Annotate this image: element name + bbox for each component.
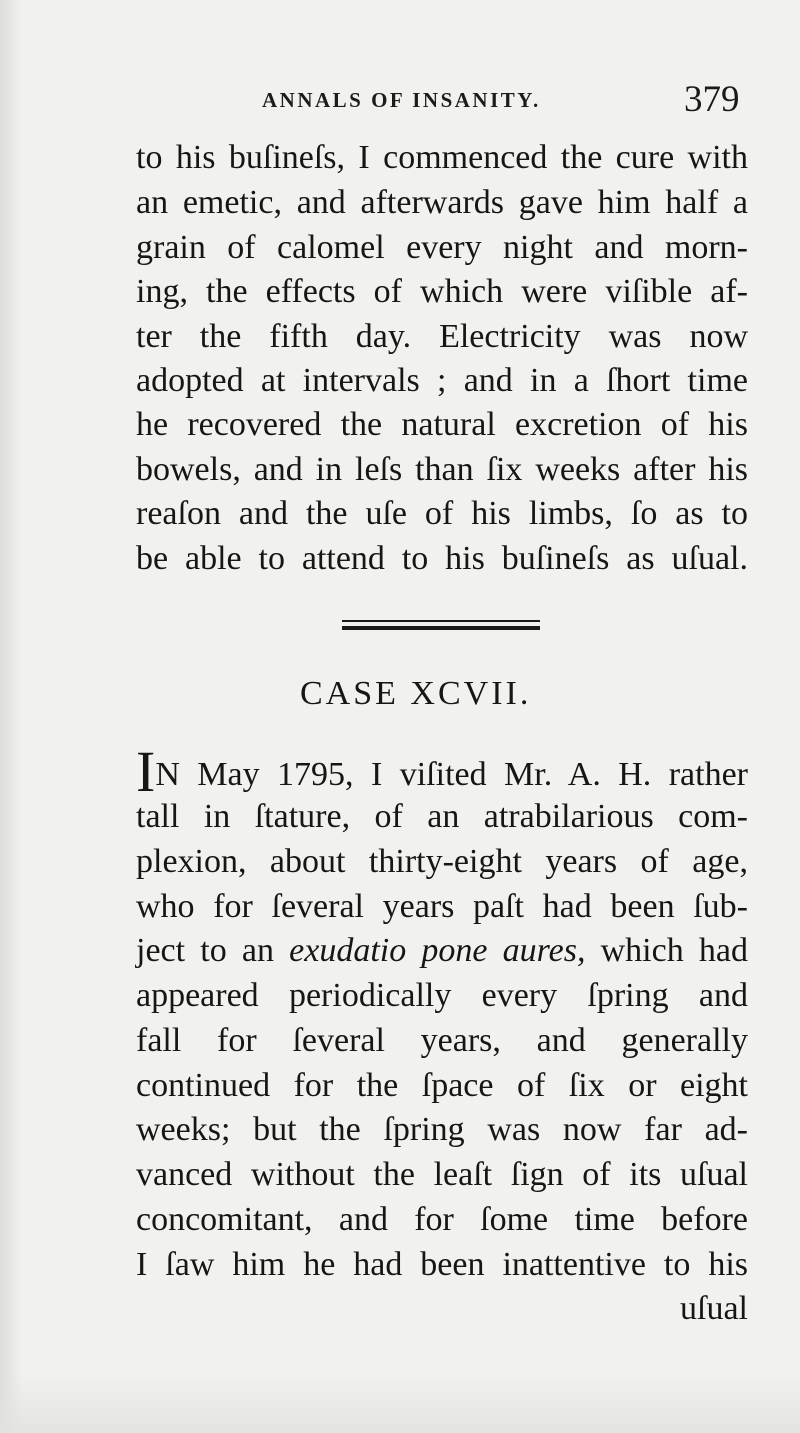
line-segment: ject to an — [136, 932, 290, 969]
text-line: who for ſeveral years paſt had been ſub- — [136, 888, 748, 925]
text-line: reaſon and the uſe of his limbs, ſo as to — [136, 495, 748, 532]
drop-cap: I — [136, 739, 156, 804]
section-divider-thin — [342, 620, 540, 622]
text-line: vanced without the leaſt ſign of its uſual — [136, 1156, 748, 1193]
text-line: appeared periodically every ſpring and — [136, 977, 748, 1014]
page-number: 379 — [684, 79, 740, 120]
text-line: ing, the effects of which were viſible af- — [136, 273, 748, 310]
text-line: ter the fifth day. Electricity was now — [136, 318, 748, 355]
text-line: plexion, about thirty-eight years of age, — [136, 843, 748, 880]
text-line: an emetic, and afterwards gave him half a — [136, 184, 748, 221]
line-segment: which had — [585, 932, 748, 969]
case-heading: CASE XCVII. — [300, 675, 532, 712]
italic-term: exudatio pone aures, — [289, 932, 586, 969]
running-head: ANNALS OF INSANITY. — [262, 88, 541, 112]
section-divider-thick — [342, 626, 540, 630]
first-line-text: N May 1795, I viſited Mr. A. H. rather — [155, 756, 748, 793]
text-line: continued for the ſpace of ſix or eight — [136, 1067, 748, 1104]
text-line: he recovered the natural excretion of his — [136, 406, 748, 443]
page-header — [0, 78, 800, 128]
text-line-with-italic — [136, 929, 748, 973]
text-line: I ſaw him he had been inattentive to his — [136, 1246, 748, 1283]
text-line: grain of calomel every night and morn- — [136, 229, 748, 266]
text-line: weeks; but the ſpring was now far ad- — [136, 1111, 748, 1148]
text-line: bowels, and in leſs than ſix weeks after his — [136, 451, 748, 488]
text-line: be able to attend to his buſineſs as uſual. — [136, 540, 748, 577]
page-gutter-shadow — [0, 0, 22, 1433]
text-line: tall in ſtature, of an atrabilarious com- — [136, 798, 748, 835]
text-line: to his buſineſs, I commenced the cure with — [136, 139, 748, 176]
text-line: concomitant, and for ſome time before — [136, 1201, 748, 1238]
text-line: adopted at intervals ; and in a ſhort time — [136, 362, 748, 399]
text-line: fall for ſeveral years, and generally — [136, 1022, 748, 1059]
catchword: uſual — [680, 1290, 748, 1327]
page-bottom-shade — [0, 1373, 800, 1433]
text-line-first — [136, 739, 748, 804]
